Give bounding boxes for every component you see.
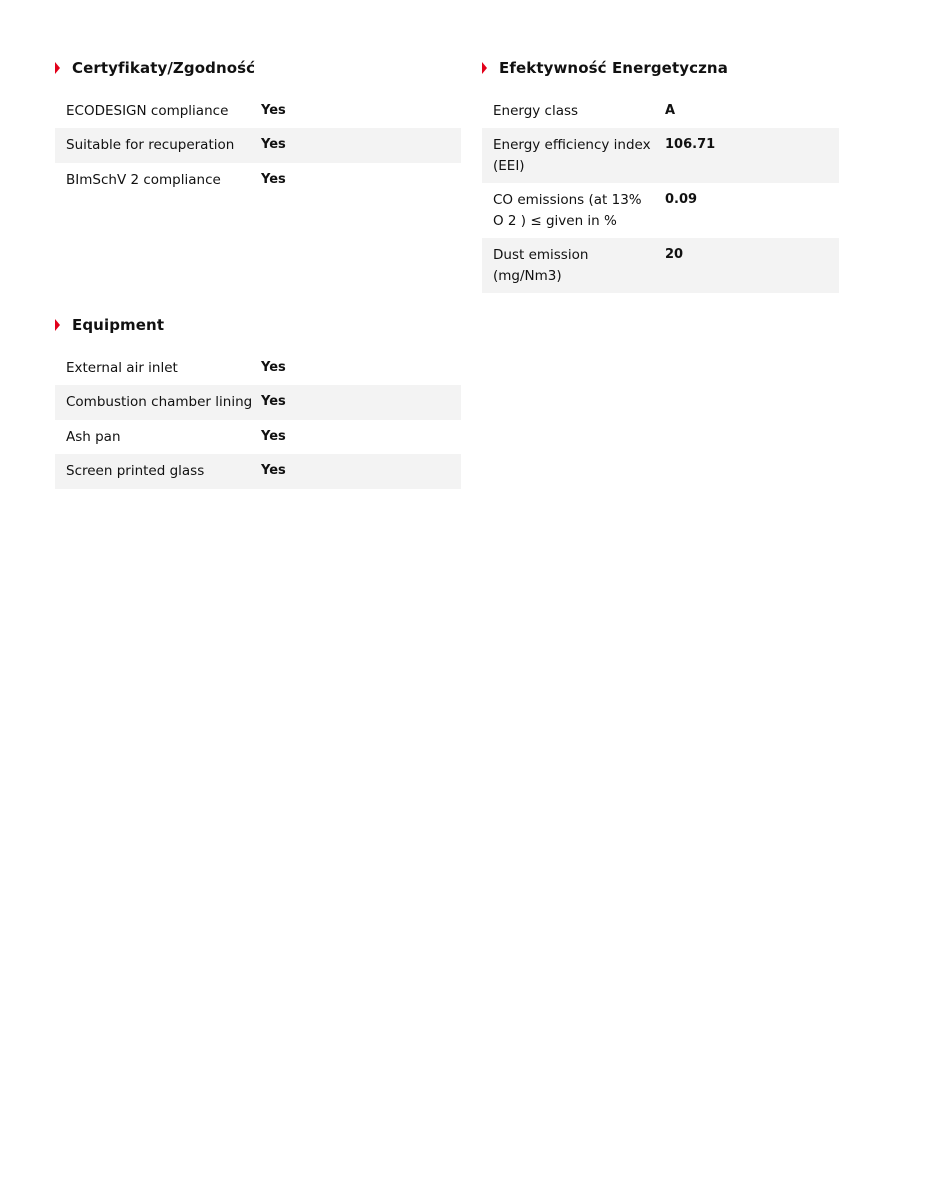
table-row xyxy=(55,420,461,454)
row-label: CO emissions (at 13% O 2 ) ≤ given in % xyxy=(493,192,642,229)
table-row xyxy=(55,385,461,420)
row-value: Yes xyxy=(261,429,286,444)
row-label: ECODESIGN compliance xyxy=(66,103,229,119)
row-value: Yes xyxy=(261,463,286,478)
section-title-text: Efektywność Energetyczna xyxy=(499,59,728,77)
section-equipment xyxy=(55,313,461,489)
section-title-text: Certyfikaty/Zgodność xyxy=(72,59,256,77)
table-row xyxy=(55,351,461,385)
row-label: Ash pan xyxy=(66,429,121,445)
table-row xyxy=(482,183,839,238)
table-row xyxy=(55,163,461,197)
row-value: Yes xyxy=(261,137,286,152)
row-label: Suitable for recuperation xyxy=(66,137,235,153)
row-label: Screen printed glass xyxy=(66,463,205,479)
table-row xyxy=(55,454,461,489)
row-value: Yes xyxy=(261,103,286,118)
row-label: Energy class xyxy=(493,103,579,119)
row-value: A xyxy=(665,103,676,118)
row-value: Yes xyxy=(261,172,286,187)
table-row xyxy=(482,238,839,293)
row-value: 106.71 xyxy=(665,137,716,152)
row-label: BImSchV 2 compliance xyxy=(66,172,221,188)
section-certificates xyxy=(55,56,461,197)
row-value: Yes xyxy=(261,394,286,409)
section-title xyxy=(55,56,461,80)
caret-right-icon xyxy=(482,62,487,74)
table-row xyxy=(482,94,839,128)
row-label: Energy efficiency index (EEI) xyxy=(493,137,651,174)
row-value: Yes xyxy=(261,360,286,375)
row-label: Combustion chamber lining xyxy=(66,394,253,410)
row-value: 20 xyxy=(665,247,684,262)
caret-right-icon xyxy=(55,319,60,331)
caret-right-icon xyxy=(55,62,60,74)
section-title xyxy=(482,56,839,80)
section-title xyxy=(55,313,461,337)
row-value: 0.09 xyxy=(665,192,698,207)
row-label: Dust emission (mg/Nm3) xyxy=(493,247,589,284)
section-title-text: Equipment xyxy=(72,316,165,334)
table-row xyxy=(482,128,839,183)
row-label: External air inlet xyxy=(66,360,178,376)
table-row xyxy=(55,128,461,163)
table-row xyxy=(55,94,461,128)
section-energy-efficiency xyxy=(482,56,839,293)
